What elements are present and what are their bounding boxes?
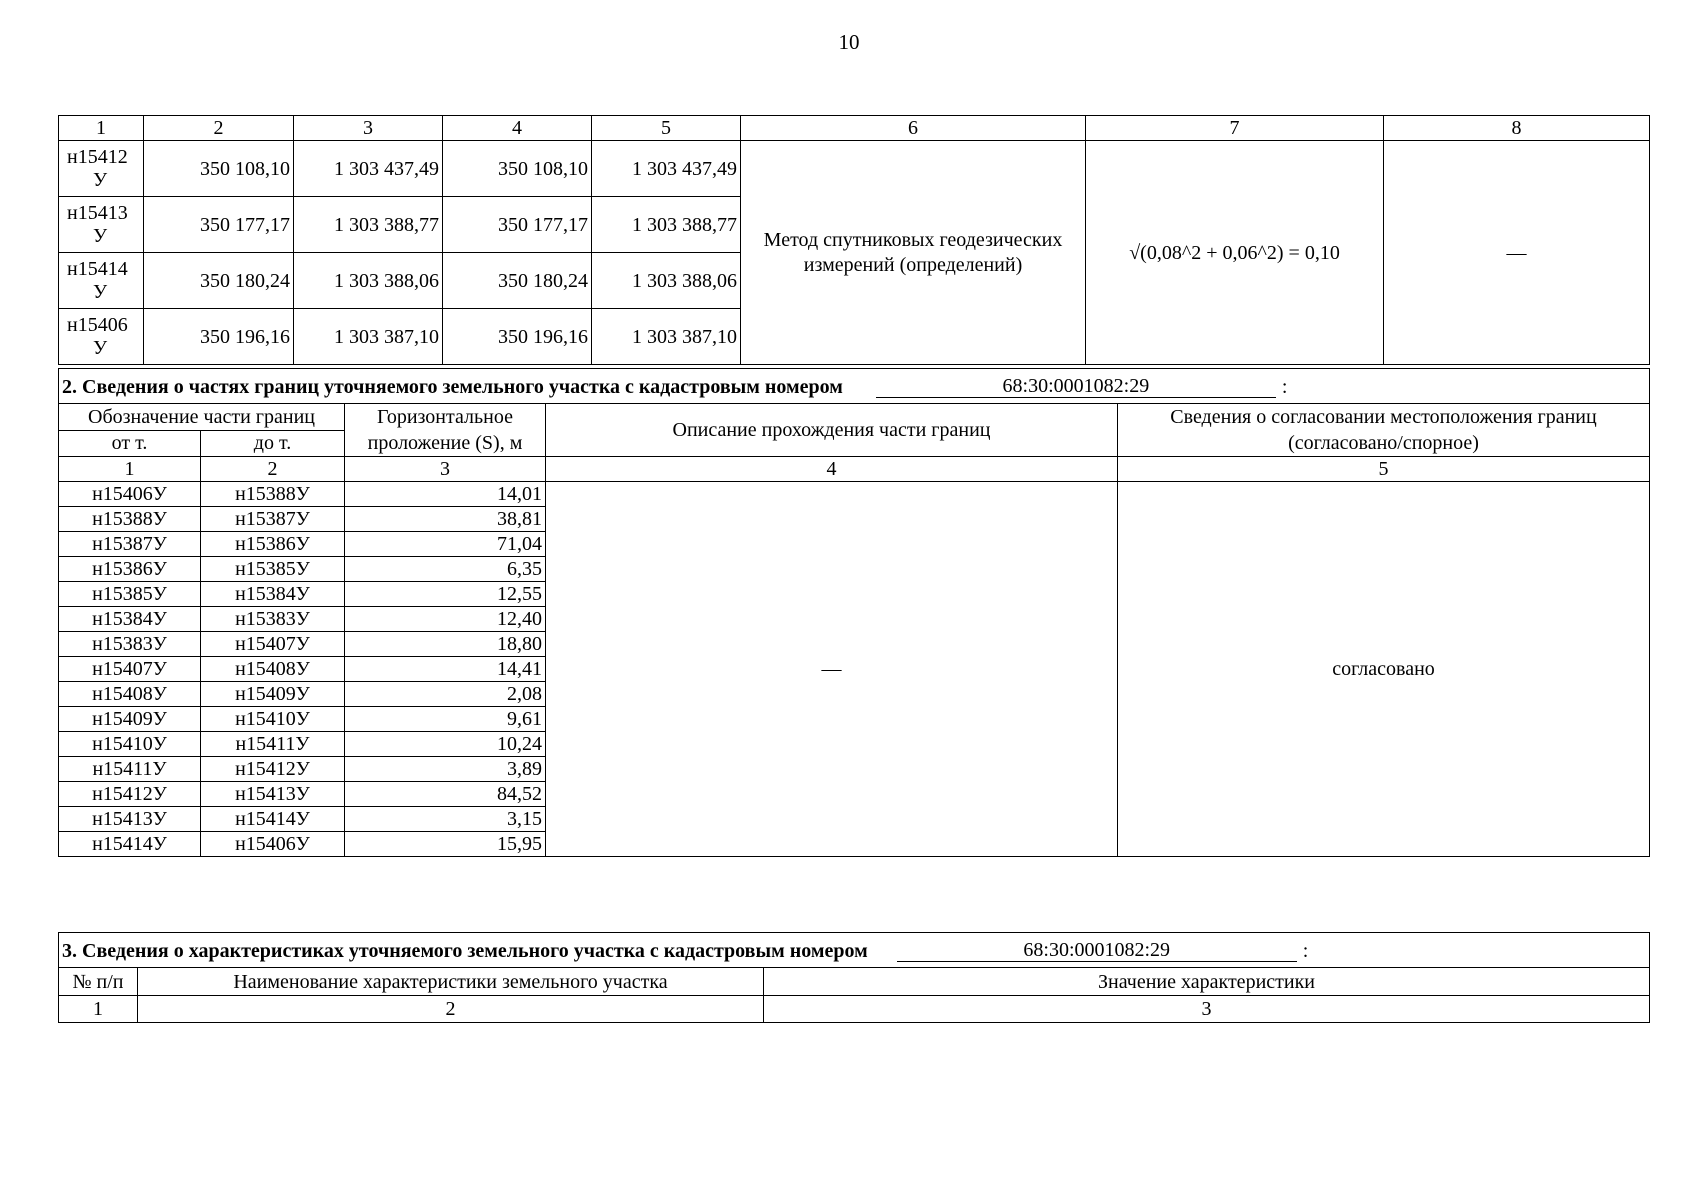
to-point: н15385У (201, 557, 345, 582)
hdr-from: от т. (59, 430, 201, 457)
distance: 14,01 (345, 482, 546, 507)
col-num-3: 3 (345, 457, 546, 482)
from-point: н15413У (59, 807, 201, 832)
hdr-horizontal: Горизонтальное проложение (S), м (345, 404, 546, 457)
col-num-1: 1 (59, 116, 144, 141)
distance: 2,08 (345, 682, 546, 707)
from-point: н15412У (59, 782, 201, 807)
from-point: н15407У (59, 657, 201, 682)
header-row (59, 404, 1650, 431)
to-point: н15411У (201, 732, 345, 757)
col-num-4: 4 (546, 457, 1118, 482)
table-row (59, 482, 1650, 507)
column-number-row (59, 457, 1650, 482)
col-num-1: 1 (59, 996, 138, 1023)
section2-cadastral-number: 68:30:0001082:29 (876, 375, 1276, 398)
y-old: 1 303 387,10 (294, 309, 443, 365)
from-point: н15409У (59, 707, 201, 732)
distance: 15,95 (345, 832, 546, 857)
characteristics-table (58, 932, 1650, 1023)
hdr-designation: Обозначение части границ (59, 404, 345, 431)
coordinates-table (58, 115, 1650, 365)
x-new: 350 180,24 (443, 253, 592, 309)
column-number-row (59, 996, 1650, 1023)
to-point: н15387У (201, 507, 345, 532)
hdr-to: до т. (201, 430, 345, 457)
col-num-3: 3 (764, 996, 1650, 1023)
hdr-num: № п/п (59, 968, 138, 996)
distance: 71,04 (345, 532, 546, 557)
col-num-3: 3 (294, 116, 443, 141)
boundary-parts-table (58, 368, 1650, 857)
to-point: н15388У (201, 482, 345, 507)
x-old: 350 177,17 (144, 197, 294, 253)
y-new: 1 303 437,49 (592, 141, 741, 197)
to-point: н15407У (201, 632, 345, 657)
y-old: 1 303 388,77 (294, 197, 443, 253)
to-point: н15410У (201, 707, 345, 732)
from-point: н15386У (59, 557, 201, 582)
distance: 38,81 (345, 507, 546, 532)
section2-title-row (59, 369, 1650, 404)
y-new: 1 303 387,10 (592, 309, 741, 365)
point-cell: н15413 У (59, 197, 144, 253)
distance: 12,40 (345, 607, 546, 632)
to-point: н15383У (201, 607, 345, 632)
x-old: 350 196,16 (144, 309, 294, 365)
x-new: 350 108,10 (443, 141, 592, 197)
page-number: 10 (838, 30, 860, 54)
col-num-6: 6 (741, 116, 1086, 141)
from-point: н15410У (59, 732, 201, 757)
to-point: н15386У (201, 532, 345, 557)
from-point: н15387У (59, 532, 201, 557)
y-new: 1 303 388,77 (592, 197, 741, 253)
from-point: н15414У (59, 832, 201, 857)
col-num-2: 2 (201, 457, 345, 482)
x-old: 350 180,24 (144, 253, 294, 309)
to-point: н15384У (201, 582, 345, 607)
hdr-description: Описание прохождения части границ (546, 404, 1118, 457)
from-point: н15408У (59, 682, 201, 707)
to-point: н15406У (201, 832, 345, 857)
section3-title: 3. Сведения о характеристиках уточняемого земельного участка с кадастровым номером (62, 939, 868, 962)
from-point: н15406У (59, 482, 201, 507)
col-num-2: 2 (144, 116, 294, 141)
col-num-5: 5 (1118, 457, 1650, 482)
col-num-1: 1 (59, 457, 201, 482)
distance: 9,61 (345, 707, 546, 732)
point-cell: н15412 У (59, 141, 144, 197)
distance: 3,89 (345, 757, 546, 782)
method-cell: Метод спутниковых геодезических измерений (определений) (741, 141, 1086, 365)
from-point: н15388У (59, 507, 201, 532)
distance: 10,24 (345, 732, 546, 757)
from-point: н15411У (59, 757, 201, 782)
col8-cell: — (1384, 141, 1650, 365)
section3-title-row (59, 933, 1650, 968)
col-num-2: 2 (138, 996, 764, 1023)
y-old: 1 303 388,06 (294, 253, 443, 309)
point-cell: н15414 У (59, 253, 144, 309)
table-row (59, 141, 1650, 197)
from-point: н15385У (59, 582, 201, 607)
from-point: н15383У (59, 632, 201, 657)
to-point: н15408У (201, 657, 345, 682)
distance: 14,41 (345, 657, 546, 682)
col-num-4: 4 (443, 116, 592, 141)
hdr-agreement: Сведения о согласовании местоположения границ (согласовано/спорное) (1118, 404, 1650, 457)
distance: 6,35 (345, 557, 546, 582)
to-point: н15414У (201, 807, 345, 832)
accuracy-cell: √(0,08^2 + 0,06^2) = 0,10 (1086, 141, 1384, 365)
distance: 18,80 (345, 632, 546, 657)
x-new: 350 177,17 (443, 197, 592, 253)
section2-title: 2. Сведения о частях границ уточняемого земельного участка с кадастровым номером (62, 375, 843, 398)
distance: 3,15 (345, 807, 546, 832)
to-point: н15413У (201, 782, 345, 807)
x-old: 350 108,10 (144, 141, 294, 197)
agreement-value: согласовано (1118, 482, 1650, 857)
y-old: 1 303 437,49 (294, 141, 443, 197)
col-num-5: 5 (592, 116, 741, 141)
y-new: 1 303 388,06 (592, 253, 741, 309)
distance: 84,52 (345, 782, 546, 807)
x-new: 350 196,16 (443, 309, 592, 365)
column-number-row (59, 116, 1650, 141)
section3-colon: : (1302, 939, 1309, 962)
hdr-name: Наименование характеристики земельного участка (138, 968, 764, 996)
point-cell: н15406 У (59, 309, 144, 365)
section2-colon: : (1281, 375, 1288, 398)
hdr-value: Значение характеристики (764, 968, 1650, 996)
section3-cadastral-number: 68:30:0001082:29 (897, 939, 1297, 962)
from-point: н15384У (59, 607, 201, 632)
distance: 12,55 (345, 582, 546, 607)
to-point: н15409У (201, 682, 345, 707)
header-row (59, 968, 1650, 996)
col-num-7: 7 (1086, 116, 1384, 141)
col-num-8: 8 (1384, 116, 1650, 141)
to-point: н15412У (201, 757, 345, 782)
description-value: — (546, 482, 1118, 857)
